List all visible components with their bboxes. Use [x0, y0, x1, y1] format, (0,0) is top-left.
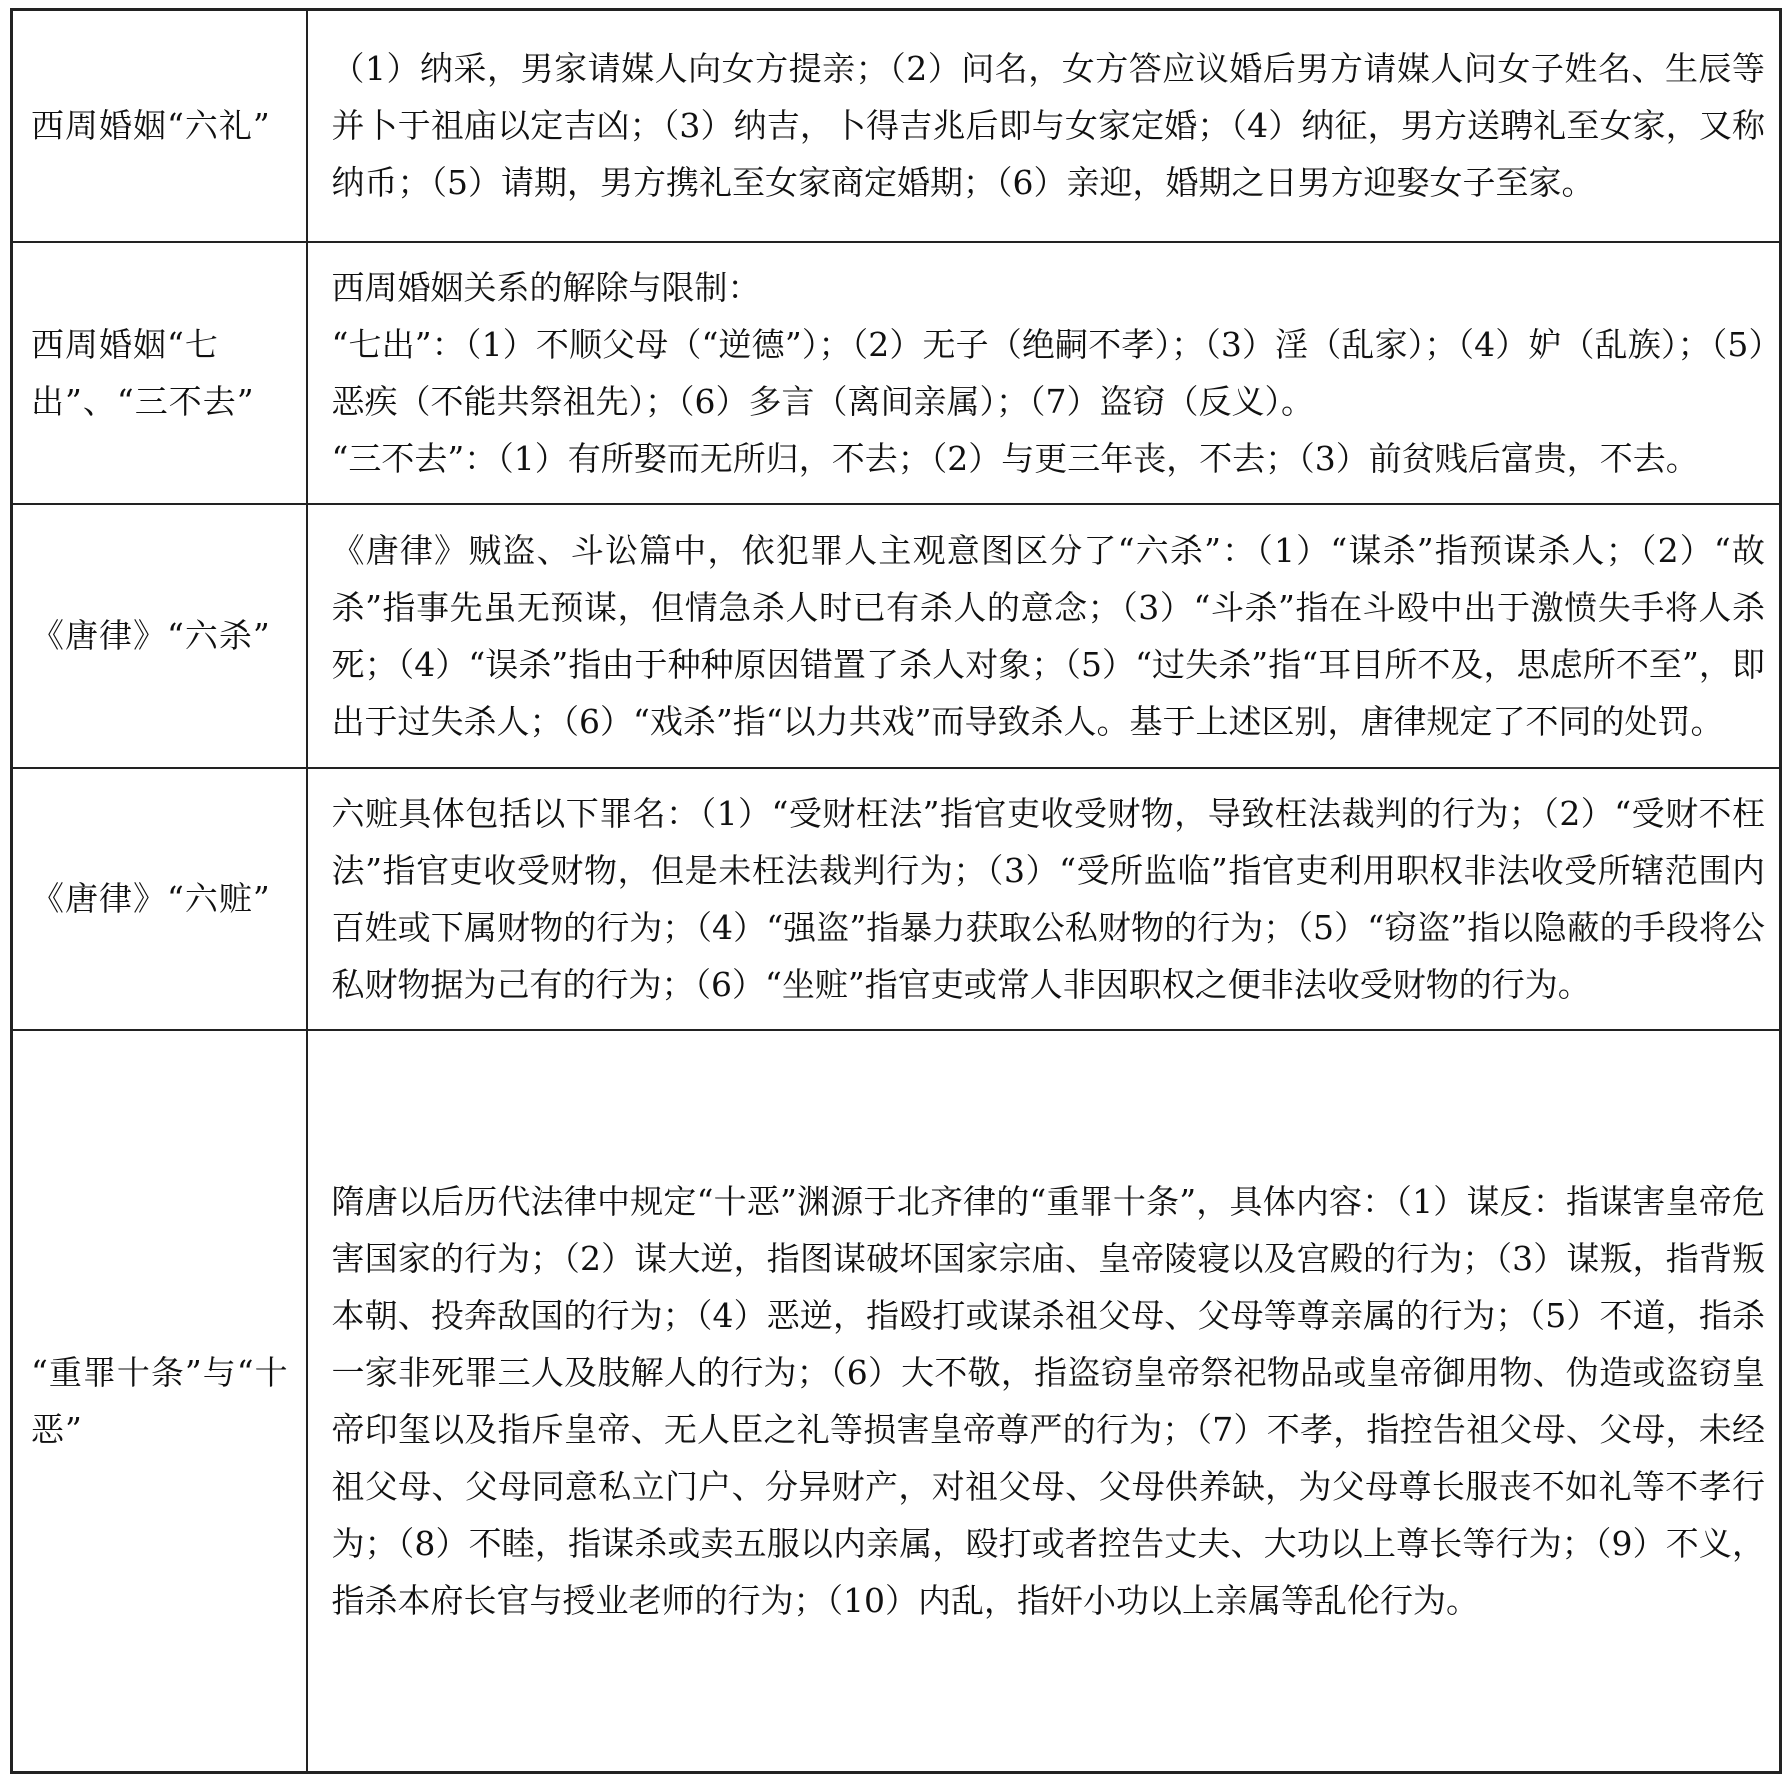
- description-paragraph: 六赃具体包括以下罪名：（1）“受财枉法”指官吏收受财物，导致枉法裁判的行为；（2）“受财不枉法”指官吏收受财物，但是未枉法裁判行为；（3）“受所监临”指官吏利用职权非法收受所辖范围内百姓或下属财物的行为；（4）“强盗”指暴力获取公私财物的行为；（5）“窃盗”指以隐蔽的手段将公私财物据为己有的行为；（6）“坐赃”指官吏或常人非因职权之便非法收受财物的行为。: [331, 793, 1765, 1004]
- table-row: [12, 1030, 1781, 1773]
- term-cell: 《唐律》“六杀”: [12, 504, 307, 768]
- description-paragraph: （1）纳采，男家请媒人向女方提亲；（2）问名，女方答应议婚后男方请媒人问女子姓名、生辰等并卜于祖庙以定吉凶；（3）纳吉，卜得吉兆后即与女家定婚；（4）纳征，男方送聘礼至女家，又称纳币；（5）请期，男方携礼至女家商定婚期；（6）亲迎，婚期之日男方迎娶女子至家。: [331, 49, 1765, 203]
- description-paragraph: “三不去”：（1）有所娶而无所归，不去；（2）与更三年丧，不去；（3）前贫贱后富贵，不去。: [331, 438, 1699, 478]
- description-cell: [307, 242, 1781, 504]
- description-cell: [307, 504, 1781, 768]
- table-row: [12, 504, 1781, 768]
- description-paragraph: 《唐律》贼盗、斗讼篇中，依犯罪人主观意图区分了“六杀”：（1）“谋杀”指预谋杀人；（2）“故杀”指事先虽无预谋，但情急杀人时已有杀人的意念；（3）“斗杀”指在斗殴中出于激愤失手将人杀死；（4）“误杀”指由于种种原因错置了杀人对象；（5）“过失杀”指“耳目所不及，思虑所不至”，即出于过失杀人；（6）“戏杀”指“以力共戏”而导致杀人。基于上述区别，唐律规定了不同的处罚。: [331, 530, 1765, 741]
- description-cell: [307, 1030, 1781, 1773]
- table-row: [12, 10, 1781, 242]
- term-cell: 《唐律》“六赃”: [12, 768, 307, 1030]
- term-cell: 西周婚姻“六礼”: [12, 10, 307, 242]
- term-cell: “重罪十条”与“十恶”: [12, 1030, 307, 1773]
- legal-terms-table: [10, 8, 1782, 1774]
- description-paragraph: “七出”：（1）不顺父母（“逆德”）；（2）无子（绝嗣不孝）；（3）淫（乱家）；（4）妒（乱族）；（5）恶疾（不能共祭祖先）；（6）多言（离间亲属）；（7）盗窃（反义）。: [331, 324, 1765, 421]
- term-cell: 西周婚姻“七出”、“三不去”: [12, 242, 307, 504]
- description-paragraph: 隋唐以后历代法律中规定“十恶”渊源于北齐律的“重罪十条”，具体内容：（1）谋反：指谋害皇帝危害国家的行为；（2）谋大逆，指图谋破坏国家宗庙、皇帝陵寝以及宫殿的行为；（3）谋叛，指背叛本朝、投奔敌国的行为；（4）恶逆，指殴打或谋杀祖父母、父母等尊亲属的行为；（5）不道，指杀一家非死罪三人及肢解人的行为；（6）大不敬，指盗窃皇帝祭祀物品或皇帝御用物、伪造或盗窃皇帝印玺以及指斥皇帝、无人臣之礼等损害皇帝尊严的行为；（7）不孝，指控告祖父母、父母，未经祖父母、父母同意私立门户、分异财产，对祖父母、父母供养缺，为父母尊长服丧不如礼等不孝行为；（8）不睦，指谋杀或卖五服以内亲属，殴打或者控告丈夫、大功以上尊长等行为；（9）不义，指杀本府长官与授业老师的行为；（10）内乱，指奸小功以上亲属等乱伦行为。: [331, 1181, 1765, 1620]
- description-paragraph: 西周婚姻关系的解除与限制：: [331, 267, 761, 307]
- description-cell: [307, 10, 1781, 242]
- description-cell: [307, 768, 1781, 1030]
- table-row: [12, 242, 1781, 504]
- table-row: [12, 768, 1781, 1030]
